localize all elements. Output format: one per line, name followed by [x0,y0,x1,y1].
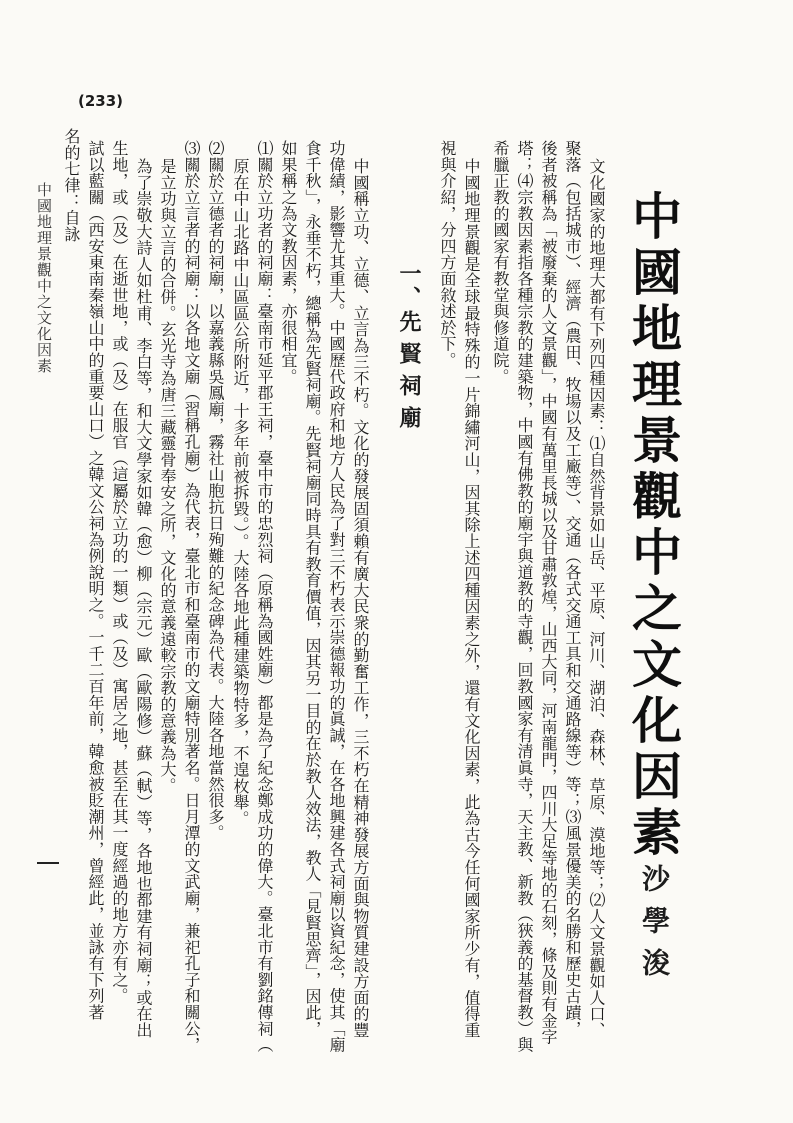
page-number: (233) [78,92,124,110]
section-number: 一、 [396,262,422,310]
body-column: 中國稱立功、立德、立言為三不朽。文化的發展固須賴有廣大民衆的勤奮工作，三不朽在精神發展方面與物質建設方面的豐 [351,158,370,1039]
body-column: 生地，或（及）在逝世地，或（及）在服官（這屬於立功的一類）或（及）寓居之地，甚至在其一度經過的地方亦有之。 [110,140,129,1004]
body-column: 是立功與立言的合併。玄光寺為唐三藏靈骨奉安之所，文化的意義遠較宗教的意義為大。 [158,158,177,794]
intro-column: 後者被稱為「被廢棄的人文景觀」，中國有萬里長城以及甘肅敦煌，山西大同，河南龍門，四川大足等地的石刻，條及則有金字 [539,140,558,1045]
intro-column: 塔；⑷宗教因素指各種宗教的建築物，中國有佛教的廟宇與道教的寺觀，回教國家有清眞寺，天主教、新教（狹義的基督教）與 [515,140,534,1053]
body-column: 如果稱之為文教因素，亦很相宜。 [279,140,298,385]
body-column: ⑴關於立功者的祠廟：臺南市延平郡王祠，臺中市的忠烈祠（原稱為國姓廟）都是為了紀念鄭成功的偉大。臺北市有劉銘傳祠（ [255,140,274,1053]
section-heading [398,262,420,522]
running-title: 中國地理景觀中之文化因素 [35,182,53,374]
section-title: 先賢祠廟 [396,310,422,438]
body-column: 名的七律：自詠 [62,128,81,243]
intro-column: 希臘正教的國家有教堂與修道院。 [491,140,510,385]
author-name: 沙學浚 [638,864,671,990]
intro-column: 聚落（包括城市）、經濟（農田、牧場以及工廠等）、交通（各式交通工具和交通路線等）等；⑶風景優美的名勝和歷史古蹟， [563,140,582,1037]
intro-column: 中國地理景觀是全球最特殊的一片錦繡河山，因其除上述四種因素之外，還有文化因素，此為古今任何國家所少有，值得重 [462,158,481,1039]
intro-column: 視與介紹，分四方面敘述於下。 [438,140,457,369]
intro-column: 文化國家的地理大都有下列四種因素：⑴自然背景如山岳、平原、河川、湖泊、森林、草原、漠地等；⑵人文景觀如人口、 [587,158,606,1039]
article-title: 中國地理景觀中之文化因素 [624,190,683,862]
margin-mark [37,862,59,864]
body-column: ⑶關於立言者的祠廟：以各地文廟（習稱孔廟）為代表，臺北市和臺南市的文廟特別著名。日月潭的文武廟，兼祀孔子和關公， [182,140,201,1053]
body-column: 試以藍關（西安東南秦嶺山中的重要山口）之韓文公祠為例說明之。一千二百年前，韓愈被貶潮州，曾經此，並詠有下列著 [86,140,105,1021]
body-column: 食千秋」，永垂不朽，總稱為先賢祠廟。先賢祠廟同時具有教育價值，因其另一目的在於教人效法，教人「見賢思齊」，因此， [303,140,322,1037]
body-column: 功偉績，影響尤其重大。中國歷代政府和地方人民為了對三不朽表示崇德報功的眞誠，在各地興建各式祠廟以資紀念，使其「廟 [327,140,346,1053]
body-column: 為了崇敬大詩人如杜甫、李白等，和大文學家如韓（愈）柳（宗元）歐（歐陽修）蘇（軾）等，各地也都建有祠廟；或在出 [134,158,153,1039]
body-column: ⑵關於立德者的祠廟，以嘉義縣吳鳳廟，霧社山胞抗日殉難的紀念碑為代表。大陸各地當然很多。 [206,140,225,841]
body-column: 原在中山北路中山區區公所附近，十多年前被拆毀。）。大陸各地此種建築物特多，不遑枚舉。 [231,158,250,827]
